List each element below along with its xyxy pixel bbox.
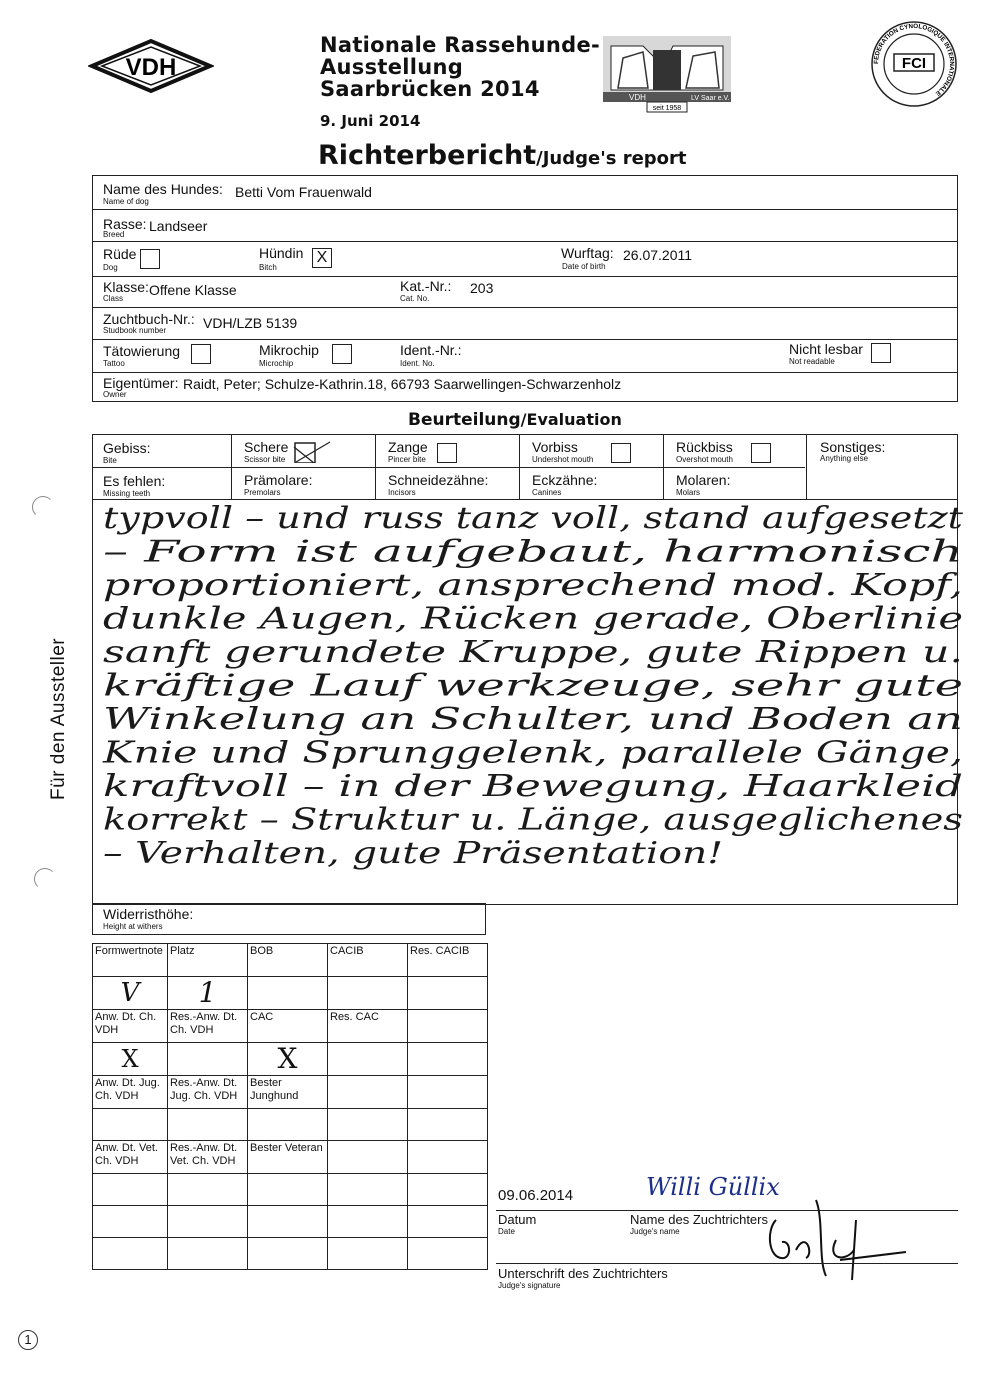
grid-cell: Res.-Anw. Dt. Vet. Ch. VDH (168, 1141, 248, 1174)
grid-cell: Res. CACIB (408, 944, 488, 977)
check-mark-icon (292, 441, 332, 463)
grid-mark-cell[interactable] (328, 1206, 408, 1238)
grid-mark-cell[interactable] (93, 1174, 168, 1206)
scissor-checkbox[interactable] (296, 443, 316, 463)
breed-sub: Breed (103, 230, 125, 239)
breed-value: Landseer (149, 218, 208, 234)
grid-mark-cell[interactable] (408, 1109, 488, 1141)
grid-cell: CAC (248, 1010, 328, 1043)
height-box (92, 903, 486, 935)
male-checkbox[interactable] (140, 249, 160, 269)
unreadable-label: Nicht lesbar (789, 341, 863, 357)
grid-cell: Anw. Dt. Vet. Ch. VDH (93, 1141, 168, 1174)
sig-sub: Judge's signature (498, 1281, 561, 1290)
other-label: Sonstiges: (820, 439, 886, 455)
fci-logo (870, 20, 958, 108)
page-number: 1 (18, 1330, 38, 1350)
grid-mark-cell[interactable] (328, 977, 408, 1010)
male-sub: Dog (103, 263, 118, 272)
incisors-sub: Incisors (388, 488, 416, 497)
grid-mark-cell[interactable] (93, 1238, 168, 1270)
grid-mark-cell[interactable] (168, 1238, 248, 1270)
grid-cell: Bester Junghund (248, 1076, 328, 1109)
female-sub: Bitch (259, 263, 277, 272)
overshot-label: Rückbiss (676, 439, 733, 455)
other-sub: Anything else (820, 454, 869, 463)
owner-label: Eigentümer: (103, 375, 179, 391)
class-label: Klasse: (103, 279, 149, 295)
grid-mark-cell[interactable] (248, 977, 328, 1010)
studbook-label: Zuchtbuch-Nr.: (103, 311, 195, 327)
handwritten-line: korrekt – Struktur u. Länge, ausgeglichenes (103, 802, 964, 838)
signature-scribble (756, 1180, 916, 1290)
unreadable-checkbox[interactable] (871, 343, 891, 363)
cat-sub: Cat. No. (400, 294, 430, 303)
overshot-checkbox[interactable] (751, 443, 771, 463)
grid-cell: Platz (168, 944, 248, 977)
canines-sub: Canines (532, 488, 562, 497)
punch-hole (32, 496, 54, 518)
grid-mark-cell[interactable] (93, 1109, 168, 1141)
grid-cell: Res. CAC (328, 1010, 408, 1043)
grid-cell: BOB (248, 944, 328, 977)
show-title (320, 34, 600, 100)
judge-sub: Judge's name (630, 1227, 680, 1236)
grid-mark-cell[interactable] (248, 1109, 328, 1141)
grid-mark-cell[interactable] (168, 1206, 248, 1238)
missing-label: Es fehlen: (103, 473, 166, 489)
height-sub: Height at withers (103, 922, 163, 931)
cat-value: 203 (470, 280, 494, 296)
judge-label: Name des Zuchtrichters (630, 1212, 768, 1227)
grid-cell (408, 1076, 488, 1109)
scissor-sub: Scissor bite (244, 455, 286, 464)
side-label: Für den Aussteller (48, 637, 69, 800)
grid-mark-cell[interactable] (248, 1206, 328, 1238)
undershot-checkbox[interactable] (611, 443, 631, 463)
grid-mark-cell[interactable] (408, 1206, 488, 1238)
evaluation-title-de: Beurteilung (408, 410, 521, 430)
evaluation-title (408, 410, 622, 430)
handwritten-line: Knie und Sprunggelenk, parallele Gänge, (101, 735, 964, 771)
overshot-sub: Overshot mouth (676, 455, 733, 464)
awards-grid (92, 943, 488, 1270)
female-label: Hündin (259, 245, 304, 261)
chip-sub: Microchip (259, 359, 294, 368)
vdh-logo-text: VDH (125, 54, 177, 81)
class-value: Offene Klasse (149, 282, 237, 298)
grid-mark-cell[interactable] (93, 1206, 168, 1238)
handwritten-line: dunkle Augen, Rücken gerade, Oberlinie (103, 601, 963, 637)
punch-hole (34, 868, 56, 890)
date-label: Datum (498, 1212, 537, 1227)
place-mark: 1 (198, 976, 217, 1009)
date-value: 09.06.2014 (498, 1187, 574, 1204)
grid-cell: Res.-Anw. Dt. Jug. Ch. VDH (168, 1076, 248, 1109)
unreadable-sub: Not readable (789, 357, 835, 366)
chip-label: Mikrochip (259, 342, 319, 358)
undershot-label: Vorbiss (532, 439, 578, 455)
grid-mark-cell[interactable] (408, 977, 488, 1010)
undershot-sub: Undershot mouth (532, 455, 594, 464)
name-label: Name des Hundes: (103, 181, 223, 197)
lv-saar-logo (603, 36, 731, 114)
grid-mark-cell[interactable] (408, 1174, 488, 1206)
grid-mark-cell[interactable] (408, 1238, 488, 1270)
title-line-2: Ausstellung (320, 55, 464, 79)
grid-cell: CACIB (328, 944, 408, 977)
tattoo-label: Tätowierung (103, 343, 181, 359)
dob-sub: Date of birth (562, 262, 606, 271)
tattoo-checkbox[interactable] (191, 344, 211, 364)
signature-area (496, 1175, 960, 1295)
report-title (318, 140, 687, 171)
name-value: Betti Vom Frauenwald (235, 184, 372, 200)
lv-logo-since: seit 1958 (652, 105, 682, 112)
grid-cell (328, 1076, 408, 1109)
bite-label: Gebiss: (103, 440, 151, 456)
handwritten-line: – Form ist aufgebaut, harmonisch (103, 534, 963, 570)
female-checkbox[interactable]: X (312, 248, 332, 268)
name-sub: Name of dog (103, 197, 149, 206)
grid-cell: Bester Veteran (248, 1141, 328, 1174)
owner-sub: Owner (103, 390, 127, 399)
lv-logo-text-left: VDH (629, 93, 646, 102)
grid-cell: Anw. Dt. Ch. VDH (93, 1010, 168, 1043)
grid-cell: Formwertnote (93, 944, 168, 977)
grid-cell (408, 1141, 488, 1174)
cross-mark: X (277, 1042, 298, 1075)
handwritten-line: kraftvoll – in der Bewegung, Haarkleid (103, 769, 963, 804)
lv-logo-text-right: LV Saar e.V. (691, 95, 730, 102)
handwritten-line: kräftige Lauf werkzeuge, sehr gute (103, 668, 963, 704)
grid-mark-cell[interactable] (328, 1109, 408, 1141)
handwritten-line: proportioniert, ansprechend mod. Kopf, (103, 568, 963, 603)
grid-mark-cell[interactable] (168, 1043, 248, 1076)
grid-mark-cell[interactable] (328, 1238, 408, 1270)
dob-label: Wurftag: (561, 245, 614, 261)
handwritten-line: – Verhalten, gute Präsentation! (103, 836, 723, 871)
studbook-value: VDH/LZB 5139 (203, 315, 298, 331)
ident-sub: Ident. No. (400, 359, 435, 368)
title-line-1: Nationale Rassehunde- (320, 33, 601, 57)
grid-mark-cell[interactable] (248, 1238, 328, 1270)
studbook-sub: Studbook number (103, 326, 167, 335)
vdh-logo (88, 38, 214, 94)
handwritten-line: Winkelung an Schulter, und Boden an (103, 702, 963, 737)
male-label: Rüde (103, 246, 137, 262)
pincer-label: Zange (388, 439, 428, 455)
grid-mark-cell[interactable] (248, 1043, 328, 1076)
molars-sub: Molars (676, 488, 701, 497)
grid-mark-cell[interactable] (408, 1043, 488, 1076)
title-line-3: Saarbrücken 2014 (320, 77, 540, 101)
cross-mark: X (121, 1045, 139, 1073)
pincer-checkbox[interactable] (437, 443, 457, 463)
grid-mark-cell[interactable] (168, 1174, 248, 1206)
class-sub: Class (103, 294, 124, 303)
judge-name-value: Willi Güllix (646, 1173, 780, 1201)
owner-value: Raidt, Peter; Schulze-Kathrin.18, 66793 Saarwellingen-Schwarzenholz (183, 376, 622, 392)
grid-cell: Res.-Anw. Dt. Ch. VDH (168, 1010, 248, 1043)
dob-value: 26.07.2011 (623, 247, 693, 263)
missing-sub: Missing teeth (103, 489, 151, 498)
fci-logo-text: FCI (901, 55, 927, 72)
cat-label: Kat.-Nr.: (400, 278, 452, 294)
premolars-sub: Premolars (244, 488, 281, 497)
grid-mark-cell[interactable] (93, 1043, 168, 1076)
scissor-label: Schere (244, 439, 289, 455)
grade-mark: V (120, 978, 140, 1008)
canines-label: Eckzähne: (532, 472, 598, 488)
dog-info-box (92, 175, 958, 402)
handwritten-comment (95, 498, 970, 898)
incisors-label: Schneidezähne: (388, 472, 489, 488)
height-label: Widerristhöhe: (103, 906, 194, 922)
ident-label: Ident.-Nr.: (400, 342, 462, 358)
date-sub: Date (498, 1227, 515, 1236)
grid-cell: Anw. Dt. Jug. Ch. VDH (93, 1076, 168, 1109)
grid-mark-cell[interactable] (328, 1174, 408, 1206)
evaluation-title-en: /Evaluation (520, 410, 622, 429)
grid-cell (408, 1010, 488, 1043)
molars-label: Molaren: (676, 472, 731, 488)
grid-mark-cell[interactable] (328, 1043, 408, 1076)
fci-ring-text: FEDERATION CYNOLOGIQUE INTERNATIONALE (872, 22, 956, 97)
grid-mark-cell[interactable] (248, 1174, 328, 1206)
grid-mark-cell[interactable] (93, 977, 168, 1010)
chip-checkbox[interactable] (332, 344, 352, 364)
handwritten-line: sanft gerundete Kruppe, gute Rippen u. (103, 635, 963, 670)
handwritten-line: typvoll – und russ tanz voll, stand aufgesetzt (103, 501, 965, 536)
report-title-de: Richterbericht (318, 140, 537, 171)
premolars-label: Prämolare: (244, 472, 313, 488)
breed-label: Rasse: (103, 216, 147, 232)
show-date: 9. Juni 2014 (320, 112, 421, 130)
bite-sub: Bite (103, 456, 117, 465)
report-title-en: /Judge's report (536, 148, 687, 169)
grid-cell (328, 1141, 408, 1174)
grid-mark-cell[interactable] (168, 977, 248, 1010)
pincer-sub: Pincer bite (388, 455, 426, 464)
sig-label: Unterschrift des Zuchtrichters (498, 1266, 668, 1281)
tattoo-sub: Tattoo (103, 359, 125, 368)
grid-mark-cell[interactable] (168, 1109, 248, 1141)
